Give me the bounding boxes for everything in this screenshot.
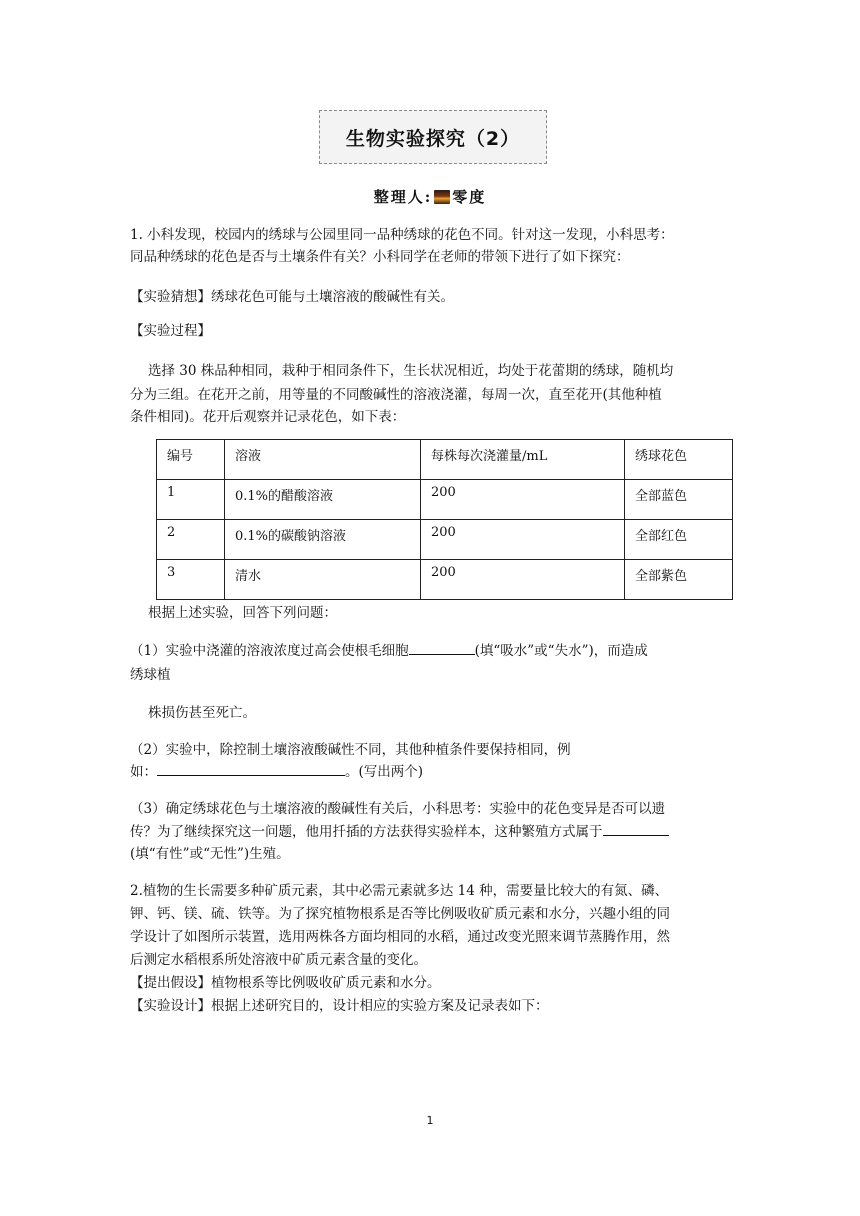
table-header-row	[157, 440, 733, 480]
table-cell: 200	[421, 520, 625, 560]
q2-line-2: 钾、钙、镁、硫、铁等。为了探究植物根系是否等比例吸收矿质元素和水分，兴趣小组的同	[130, 906, 670, 922]
q1-process-heading: 【实验过程】	[130, 323, 211, 339]
table-cell: 3	[157, 560, 225, 600]
table-row	[157, 520, 733, 560]
author-prefix: 整理人:	[373, 188, 433, 206]
q1-sub1-text-a: （1）实验中浇灌的溶液浓度过高会使根毛细胞	[130, 643, 409, 659]
q1-sub1-text-b: (填“吸水”或“失水”)，而造成	[474, 643, 648, 659]
title-box	[319, 110, 547, 164]
flower-color-table	[156, 439, 733, 600]
table-cell: 全部紫色	[625, 560, 733, 600]
header-cell-color: 绣球花色	[625, 440, 733, 480]
table-cell: 清水	[225, 560, 421, 600]
q1-sub2-line-1: （2）实验中，除控制土壤溶液酸碱性不同，其他种植条件要保持相同，例	[130, 742, 571, 758]
q2-line-1: 2.植物的生长需要多种矿质元素，其中必需元素就多达 14 种，需要量比较大的有氮、磷、	[130, 883, 669, 899]
q1-sub2-text-b: 如：	[130, 764, 157, 780]
q1-sub3-line-2	[130, 821, 669, 843]
table-cell: 1	[157, 480, 225, 520]
q1-process-line-3: 条件相同)。花开后观察并记录花色，如下表：	[130, 409, 406, 425]
q1-sub3-line-1: （3）确定绣球花色与土壤溶液的酸碱性有关后，小科思考：实验中的花色变异是否可以遗	[130, 801, 666, 817]
q1-sub3-text-b: 传？为了继续探究这一问题，他用扦插的方法获得实验样本，这种繁殖方式属于	[130, 824, 603, 840]
q1-intro-line-1: 1. 小科发现，校园内的绣球与公园里同一品种绣球的花色不同。针对这一发现，小科思考：	[130, 227, 674, 243]
page-number: 1	[426, 1114, 434, 1127]
header-cell-solution: 溶液	[225, 440, 421, 480]
table-cell: 0.1%的醋酸溶液	[225, 480, 421, 520]
answer-blank-2[interactable]	[157, 761, 345, 776]
q2-design: 【实验设计】根据上述研究目的，设计相应的实验方案及记录表如下：	[130, 998, 549, 1014]
q2-hypothesis: 【提出假设】植物根系等比例吸收矿质元素和水分。	[130, 975, 441, 991]
q1-sub1-line-3: 株损伤甚至死亡。	[148, 705, 256, 721]
author-line	[0, 186, 860, 207]
table-cell: 全部蓝色	[625, 480, 733, 520]
table-cell: 200	[421, 480, 625, 520]
answer-blank-1[interactable]	[409, 640, 475, 655]
table-cell: 2	[157, 520, 225, 560]
q1-intro-line-2: 同品种绣球的花色是否与土壤条件有关？小科同学在老师的带领下进行了如下探究：	[130, 249, 630, 265]
q1-sub1-line-1	[130, 640, 648, 662]
q2-line-3: 学设计了如图所示装置，选用两株各方面均相同的水稻，通过改变光照来调节蒸腾作用，然	[130, 929, 670, 945]
q1-process-line-2: 分为三组。在花开之前，用等量的不同酸碱性的溶液浇灌，每周一次，直至花开(其他种植	[130, 387, 662, 403]
sunset-icon	[434, 190, 450, 204]
table-cell: 200	[421, 560, 625, 600]
table-row	[157, 560, 733, 600]
header-cell-number: 编号	[157, 440, 225, 480]
q1-sub1-line-2: 绣球植	[130, 667, 171, 683]
q1-sub3-line-3: (填“有性”或“无性”)生殖。	[130, 846, 290, 862]
q1-process-line-1: 选择 30 株品种相同，栽种于相同条件下，生长状况相近，均处于花蕾期的绣球，随机均	[148, 363, 674, 379]
table-cell: 0.1%的碳酸钠溶液	[225, 520, 421, 560]
header-cell-amount: 每株每次浇灌量/mL	[421, 440, 625, 480]
table-row	[157, 480, 733, 520]
q1-sub2-line-2	[130, 761, 423, 783]
page-title: 生物实验探究（2）	[345, 127, 521, 150]
table-cell: 全部红色	[625, 520, 733, 560]
q2-line-4: 后测定水稻根系所处溶液中矿质元素含量的变化。	[130, 952, 427, 968]
q1-sub2-text-c: 。(写出两个)	[345, 764, 424, 780]
q1-after-table: 根据上述实验，回答下列问题：	[148, 605, 337, 621]
answer-blank-3[interactable]	[603, 821, 669, 836]
q1-hypothesis: 【实验猜想】绣球花色可能与土壤溶液的酸碱性有关。	[130, 289, 454, 305]
author-name: 零度	[452, 188, 487, 206]
